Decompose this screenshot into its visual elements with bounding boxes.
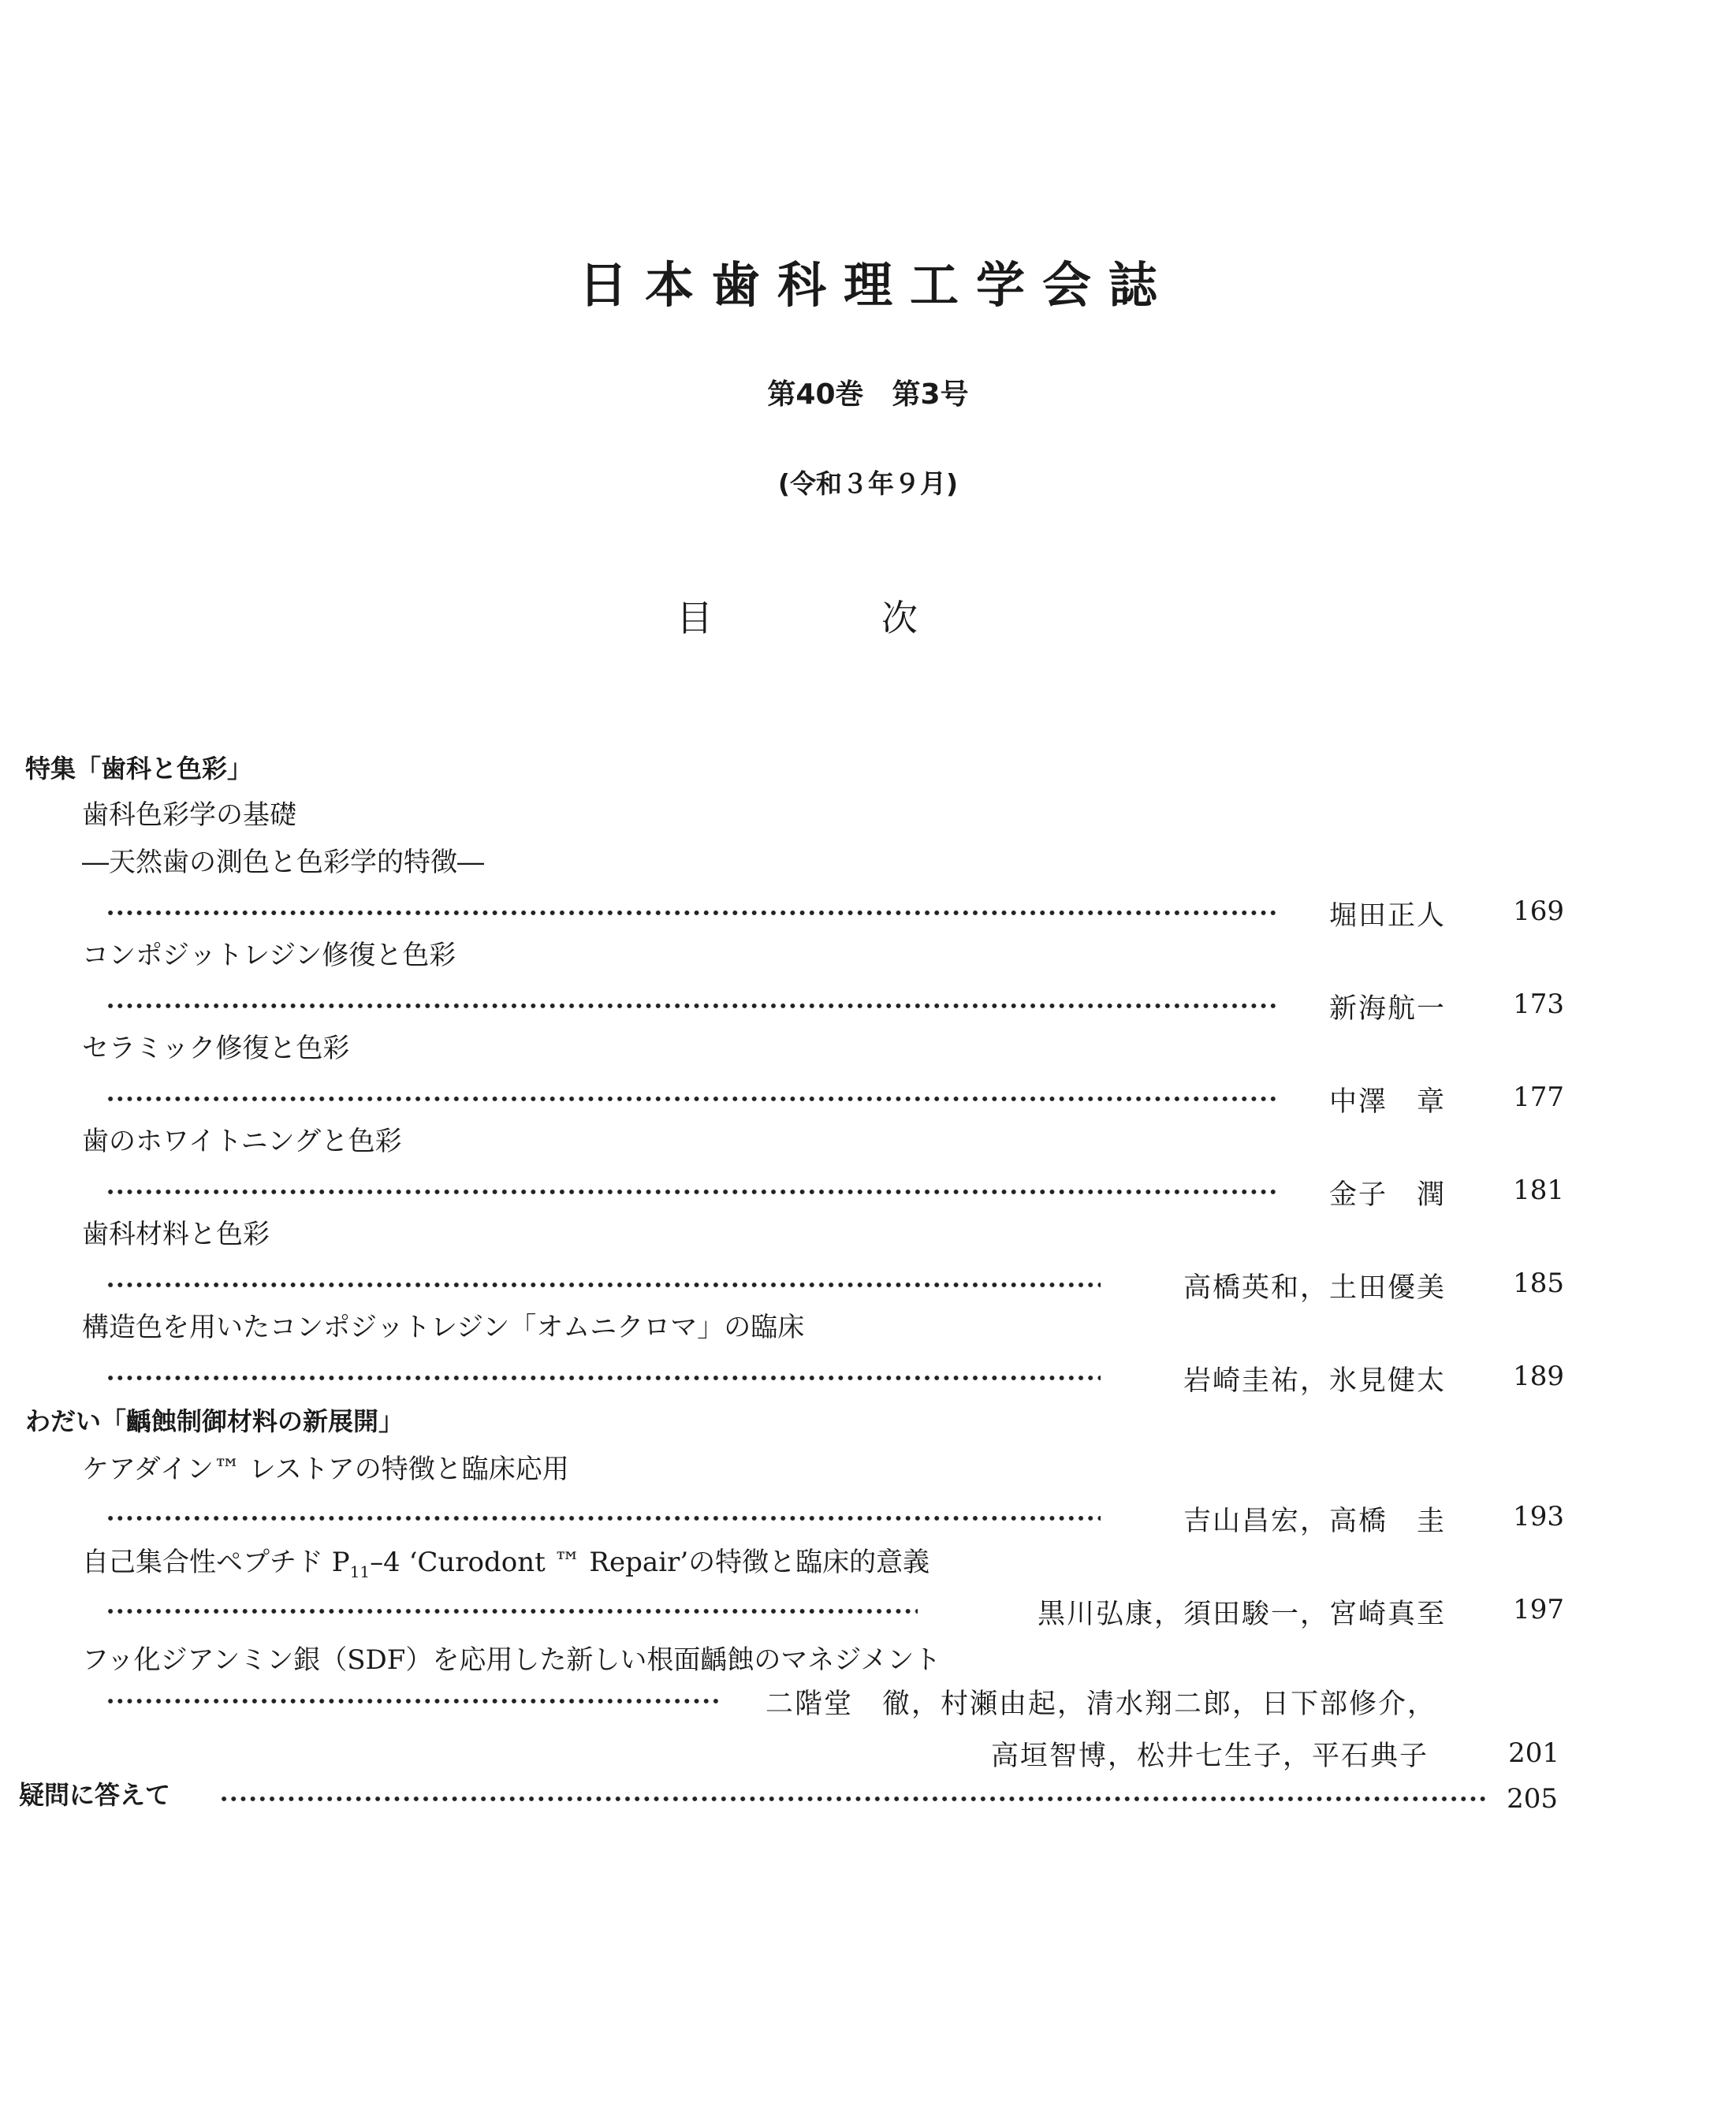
journal-title: 日本歯科理工学会誌 [578, 256, 1175, 314]
article-authors: 堀田正人 [1328, 900, 1446, 932]
page-number: 201 [1508, 1737, 1559, 1769]
dot-leader [106, 908, 1280, 918]
article-authors: 中澤 章 [1328, 1086, 1446, 1118]
article-authors: 金子 潤 [1328, 1179, 1446, 1211]
article-authors: 岩崎圭祐，氷見健太 [1183, 1365, 1446, 1397]
page-number: 177 [1513, 1082, 1564, 1113]
article-title: フッ化ジアンミン銀（SDF）を応用した新しい根面齲蝕のマネジメント [82, 1644, 941, 1676]
dot-leader [106, 1514, 1101, 1523]
article-authors: 高橋英和，土田優美 [1183, 1272, 1446, 1304]
volume-issue: 第40巻 第3号 [767, 378, 969, 411]
article-title: セラミック修復と色彩 [82, 1033, 350, 1064]
section-title: わだい「齲蝕制御材料の新展開」 [25, 1406, 404, 1436]
article-title: ケアダイン™ レストアの特徴と臨床応用 [82, 1454, 569, 1485]
page-number: 169 [1513, 895, 1564, 927]
article-title-subscript: 11 [349, 1562, 371, 1581]
page-number: 185 [1513, 1268, 1564, 1299]
article-authors: 高垣智博，松井七生子，平石典子 [990, 1741, 1429, 1772]
article-title: 構造色を用いたコンポジットレジン「オムニクロマ」の臨床 [82, 1312, 805, 1343]
article-title-text: 自己集合性ペプチド P [82, 1547, 350, 1578]
page-number: 173 [1513, 989, 1564, 1020]
article-title: 歯のホワイトニングと色彩 [82, 1126, 402, 1157]
article-title-text: –4 ‘Curodont ™ Repair’の特徴と臨床的意義 [370, 1547, 930, 1578]
page-number: 197 [1513, 1594, 1564, 1625]
toc-heading-left: 目 [676, 597, 713, 639]
article-authors: 二階堂 徹，村瀬由起，清水翔二郎，日下部修介， [765, 1689, 1436, 1720]
article-authors: 吉山昌宏，高橋 圭 [1183, 1506, 1446, 1537]
dot-leader [106, 1187, 1280, 1197]
article-title: コンポジットレジン修復と色彩 [82, 940, 456, 971]
dot-leader [106, 1373, 1101, 1383]
page-number: 205 [1507, 1783, 1558, 1815]
section-title: 疑問に答えて [19, 1780, 171, 1810]
dot-leader [106, 1607, 918, 1616]
page-number: 181 [1513, 1175, 1564, 1206]
page-number: 193 [1513, 1501, 1564, 1532]
dot-leader [219, 1794, 1488, 1804]
article-authors: 新海航一 [1328, 993, 1446, 1025]
article-authors: 黒川弘康，須田駿一，宮崎真至 [1037, 1599, 1446, 1630]
dot-leader [106, 1001, 1280, 1011]
section-title: 特集「歯科と色彩」 [25, 754, 253, 784]
article-title [82, 1540, 929, 1581]
dot-leader [106, 1094, 1280, 1104]
page-number: 189 [1513, 1361, 1564, 1392]
toc-heading-right: 次 [881, 597, 918, 639]
article-title: 歯科色彩学の基礎 [82, 799, 296, 831]
dot-leader [106, 1696, 721, 1706]
article-title: 歯科材料と色彩 [82, 1219, 270, 1250]
dot-leader [106, 1280, 1101, 1290]
issue-date: (令和３年９月) [777, 468, 959, 499]
article-subtitle: ―天然歯の測色と色彩学的特徴― [82, 847, 484, 878]
